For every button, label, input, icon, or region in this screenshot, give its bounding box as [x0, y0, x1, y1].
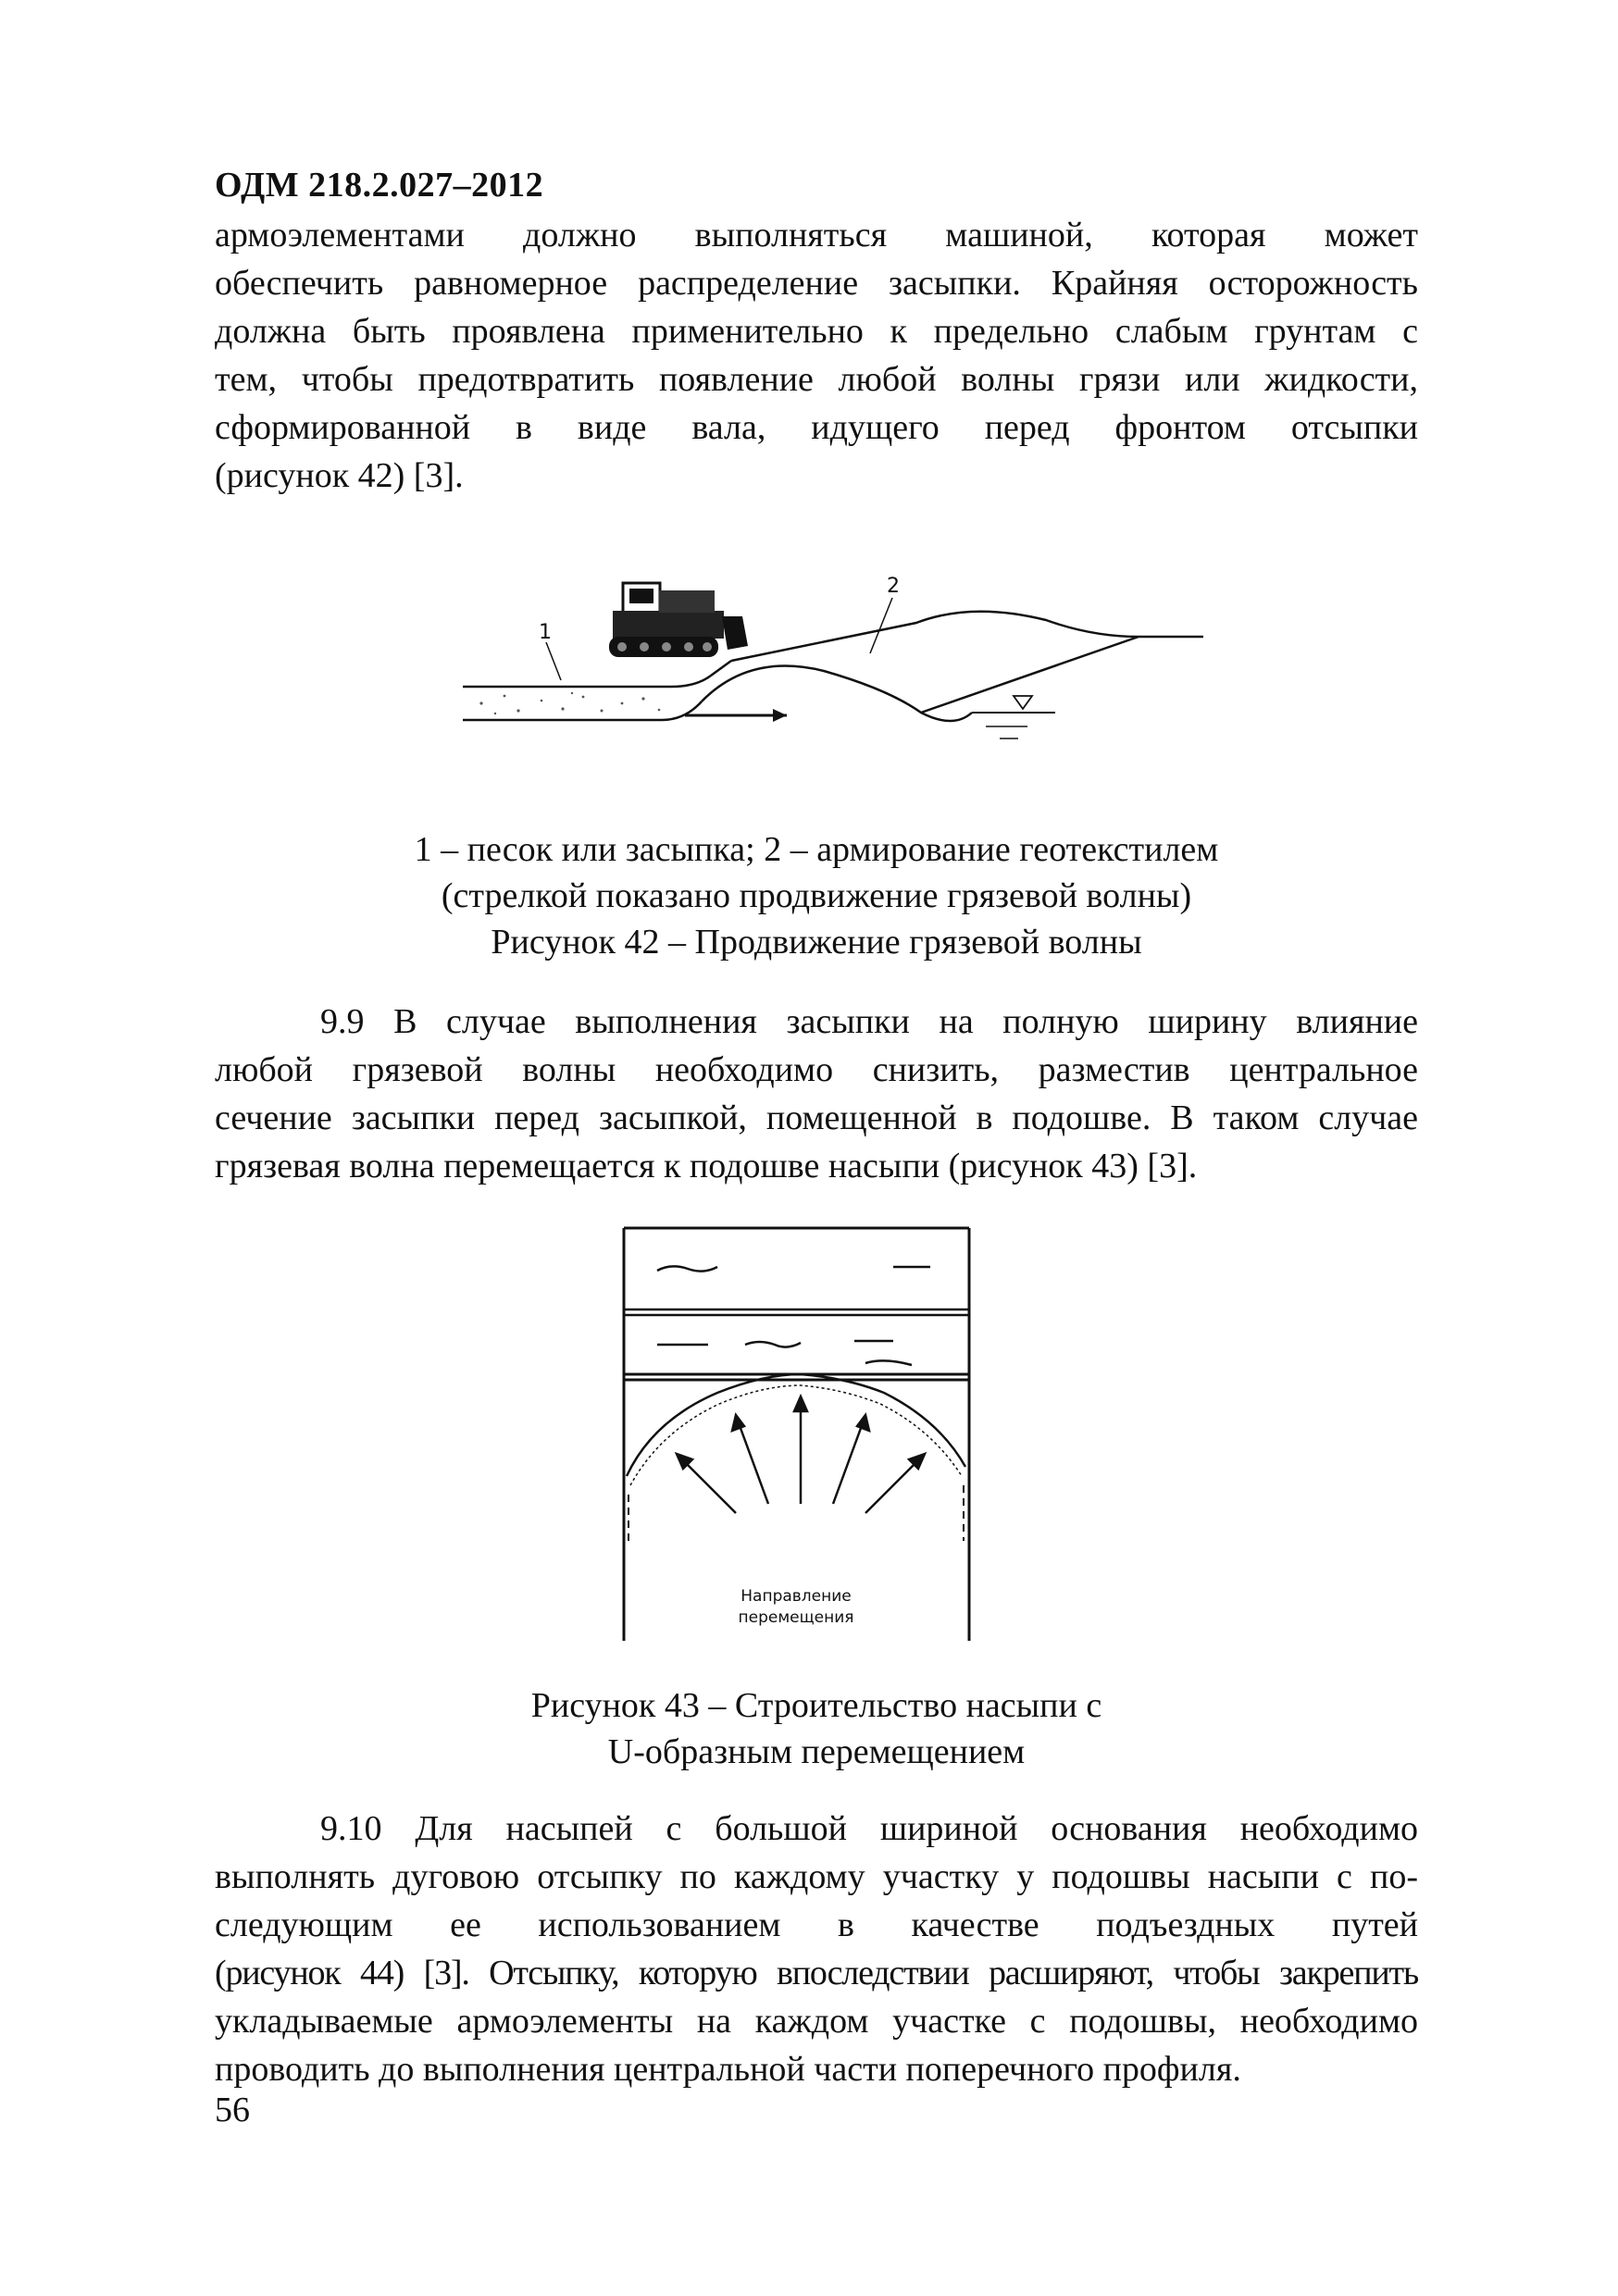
label-1-leader	[546, 642, 561, 680]
bulldozer-icon	[609, 583, 748, 657]
paragraph-line: должна быть проявлена применительно к предельно слабым грунтам с	[215, 312, 1418, 351]
paragraph-line: проводить до выполнения центральной части поперечного профиля.	[215, 2050, 1241, 2089]
figure-42-label-1: 1	[539, 621, 552, 644]
paragraph-line: следующим ее использованием в качестве подъездных путей	[215, 1905, 1418, 1944]
paragraph-9-10	[215, 1805, 1418, 2093]
figure-43-caption	[215, 1682, 1418, 1775]
paragraph-line: укладываемые армоэлементы на каждом участке с подошвы, необходимо	[215, 2002, 1418, 2041]
fill-top-line	[463, 676, 711, 687]
paragraph-line: (рисунок 44) [3]. Отсыпку, которую впоследствии расширяют, чтобы закрепить	[215, 1954, 1418, 1992]
sand-dots	[479, 692, 660, 714]
geotextile-start	[711, 661, 731, 676]
caption-line: Рисунок 43 – Строительство насыпи с	[530, 1686, 1102, 1725]
mud-wave-lower	[702, 666, 972, 721]
movement-arrows	[677, 1396, 925, 1513]
fill-front-inner	[630, 1385, 962, 1485]
figure-42-caption	[215, 826, 1418, 965]
paragraph-line: любой грязевой волны необходимо снизить, разместив центральное	[215, 1050, 1418, 1089]
caption-line: (стрелкой показано продвижение грязевой волны)	[441, 876, 1192, 915]
paragraph-line: грязевая волна перемещается к подошве насыпи (рисунок 43) [3].	[215, 1147, 1198, 1185]
paragraph-line: 9.9 В случае выполнения засыпки на полную ширину влияние	[320, 1002, 1418, 1041]
mud-wave-upper	[731, 612, 1203, 661]
fill-bottom-line	[463, 701, 702, 720]
label-2-leader	[870, 598, 892, 653]
paragraph-1	[215, 211, 1418, 500]
direction-label-line-2: перемещения	[738, 1608, 854, 1627]
paragraph-line: сечение засыпки перед засыпкой, помещенной в подошве. В таком случае	[215, 1098, 1418, 1137]
paragraph-line: тем, чтобы предотвратить появление любой волны грязи или жидкости,	[215, 360, 1418, 399]
embankment-sides	[624, 1228, 969, 1641]
figure-42-label-2: 2	[887, 575, 900, 598]
paragraph-line: обеспечить равномерное распределение засыпки. Крайняя осторожность	[215, 264, 1418, 303]
paragraph-line: армоэлементами должно выполняться машиной, которая может	[215, 216, 1418, 254]
figure-42-mud-wave-diagram	[454, 565, 1231, 759]
paragraph-line: (рисунок 42) [3].	[215, 456, 464, 495]
wave-front-line	[921, 637, 1139, 713]
paragraph-9-9	[215, 998, 1418, 1190]
paragraph-line: выполнять дуговою отсыпку по каждому участку у подошвы насыпи с по-	[215, 1857, 1418, 1896]
direction-label-line-1: Направление	[741, 1587, 852, 1606]
caption-line: U-образным перемещением	[607, 1732, 1026, 1771]
document-code: ОДМ 218.2.027–2012	[215, 166, 544, 205]
figure-43-u-shaped-diagram	[616, 1226, 986, 1643]
page-number: 56	[215, 2091, 250, 2129]
water-level-icon	[1014, 696, 1032, 709]
caption-line: Рисунок 42 – Продвижение грязевой волны	[491, 923, 1142, 962]
paragraph-line: 9.10 Для насыпей с большой шириной основания необходимо	[320, 1809, 1418, 1848]
paragraph-line: сформированной в виде вала, идущего перед фронтом отсыпки	[215, 408, 1418, 447]
caption-line: 1 – песок или засыпка; 2 – армирование геотекстилем	[414, 830, 1219, 869]
upper-band	[624, 1309, 969, 1315]
